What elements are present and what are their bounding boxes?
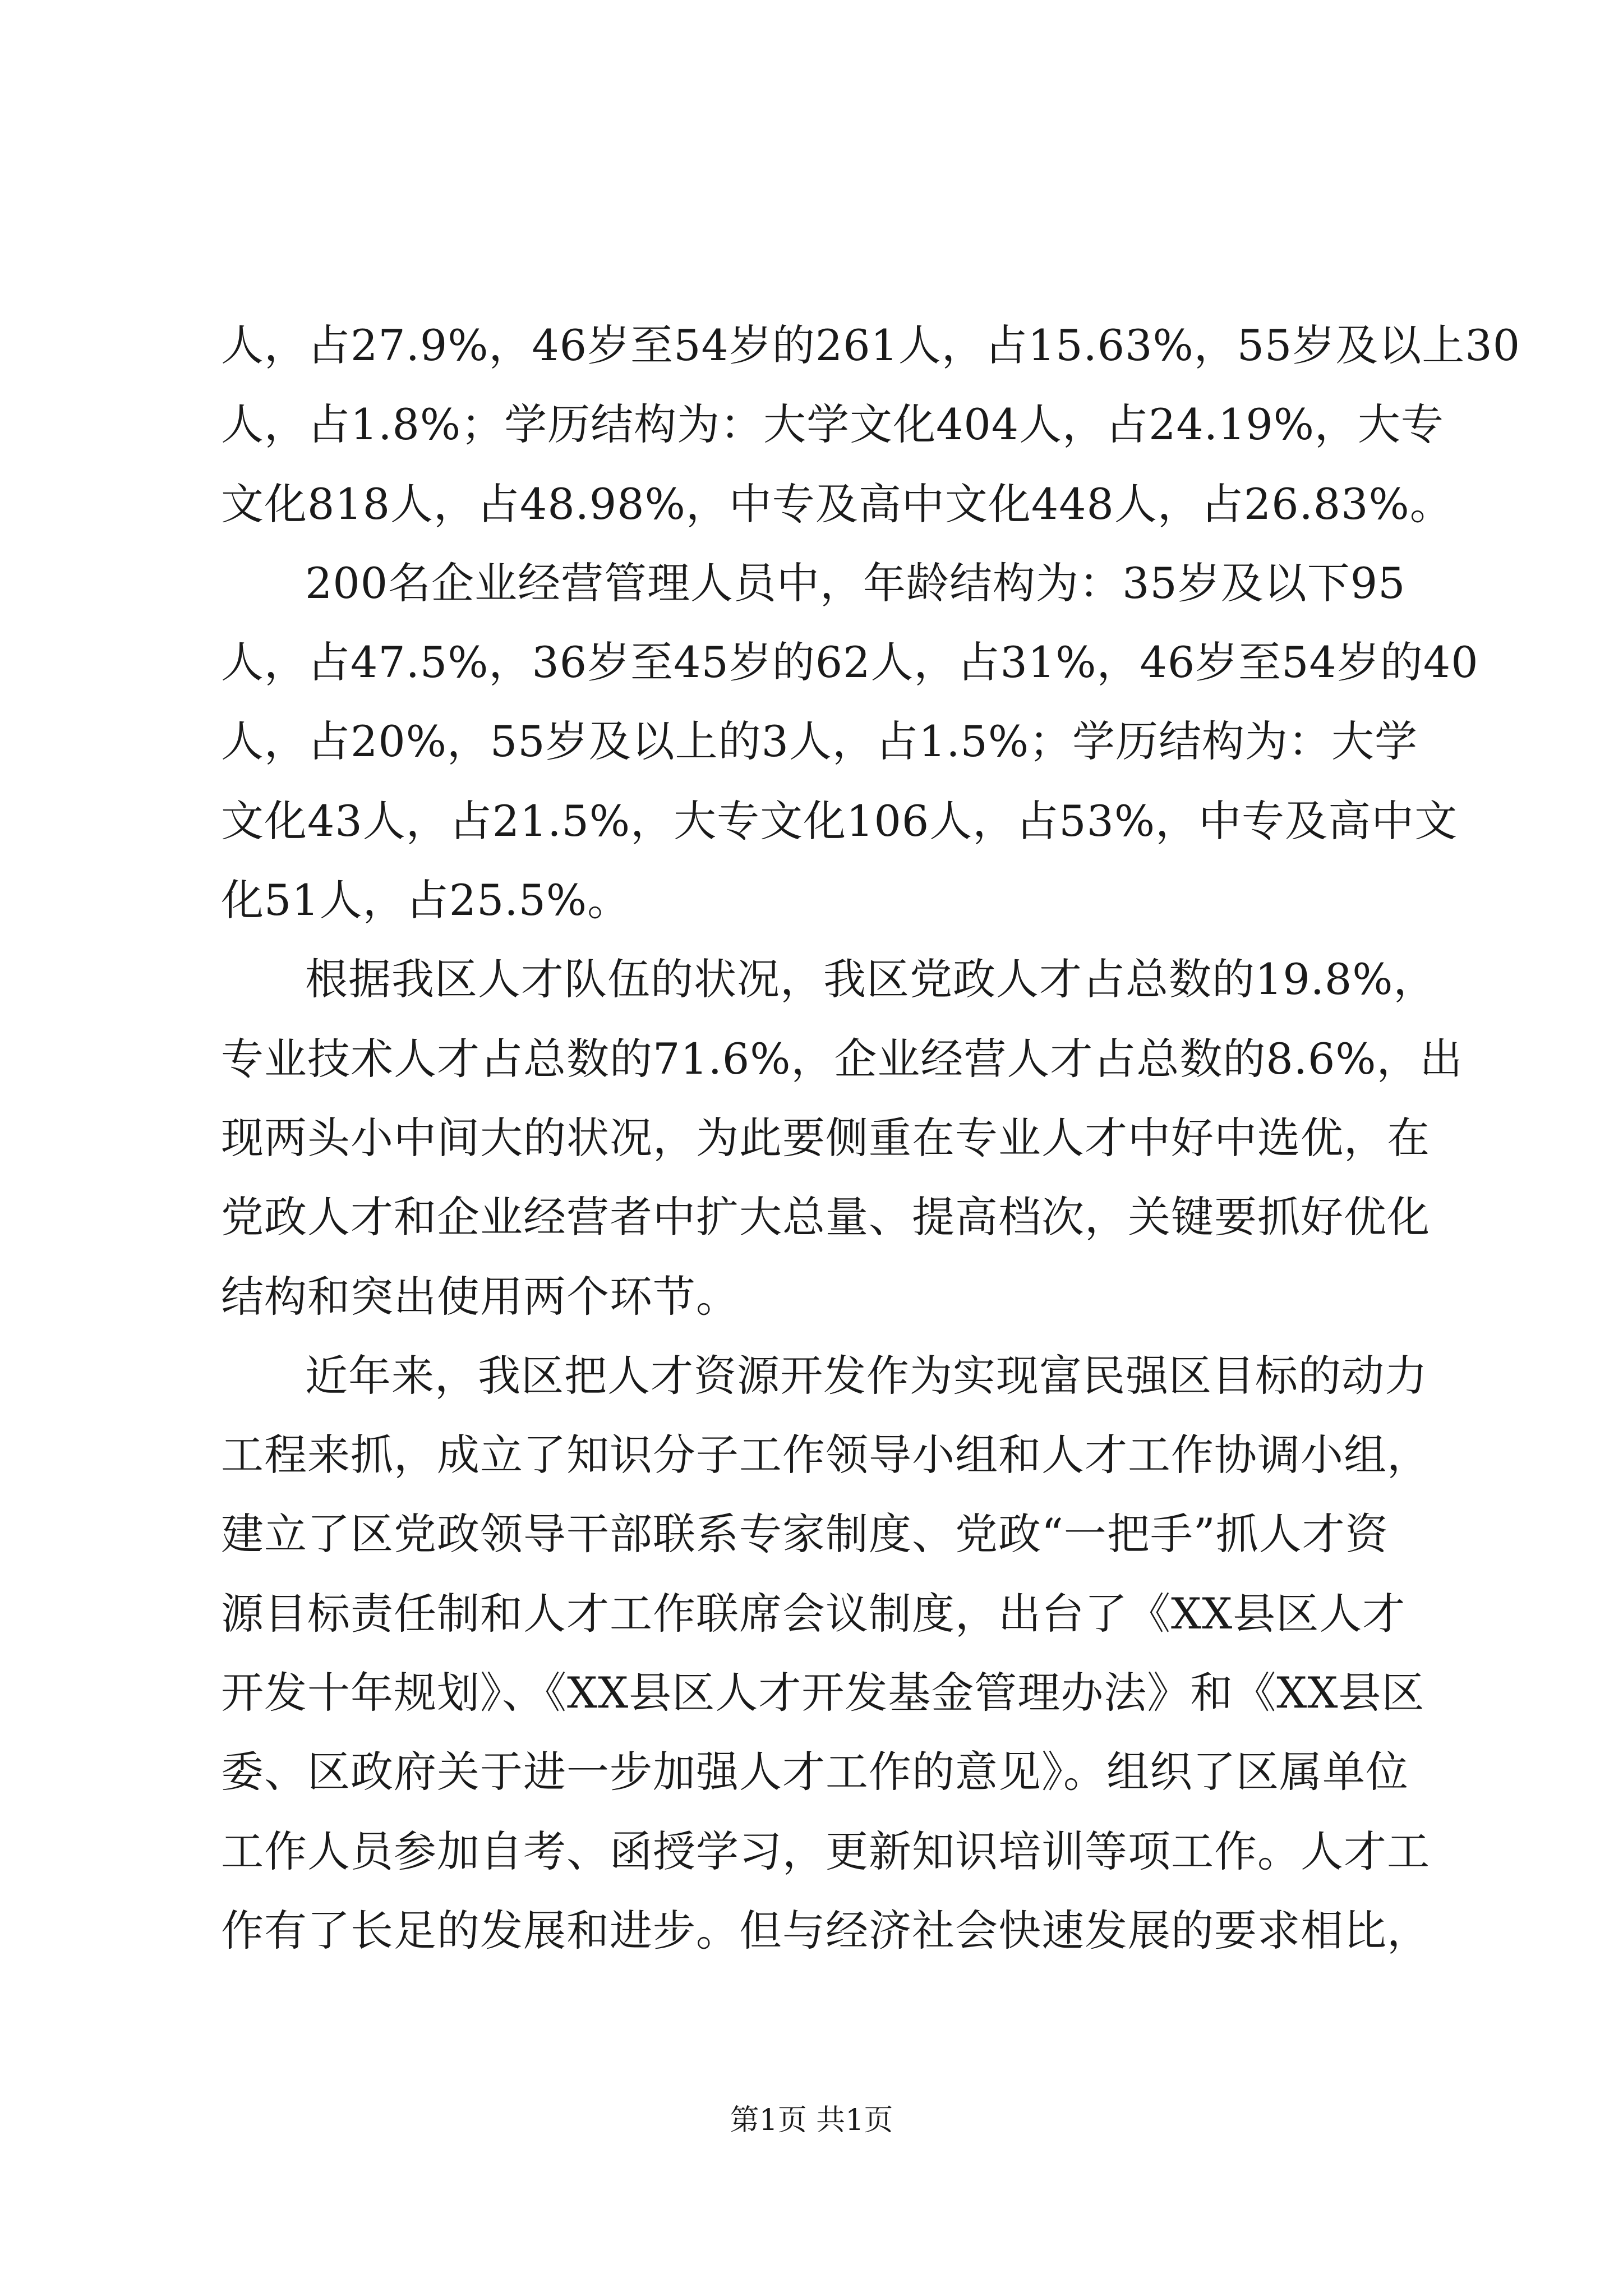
text-line: 化51人，占25.5%。 bbox=[221, 875, 631, 926]
page-footer bbox=[0, 2098, 1623, 2143]
paragraph-start-line: 近年来，我区把人才资源开发作为实现富民强区目标的动力 bbox=[305, 1350, 1428, 1401]
text-line: 作有了长足的发展和进步。但与经济社会快速发展的要求相比， bbox=[221, 1905, 1430, 1955]
text-line: 党政人才和企业经营者中扩大总量、提高档次，关键要抓好优化 bbox=[221, 1192, 1430, 1243]
text-line: 文化43人，占21.5%，大专文化106人，占53%，中专及高中文 bbox=[221, 795, 1458, 846]
text-line: 源目标责任制和人才工作联席会议制度，出台了《XX县区人才 bbox=[221, 1588, 1406, 1639]
document-body bbox=[221, 306, 1521, 1970]
text-line: 委、区政府关于进一步加强人才工作的意见》。组织了区属单位 bbox=[221, 1747, 1409, 1797]
text-line: 现两头小中间大的状况，为此要侧重在专业人才中好中选优，在 bbox=[221, 1112, 1430, 1163]
text-line: 人，占1.8%；学历结构为：大学文化404人，占24.19%，大专 bbox=[221, 399, 1444, 450]
paragraph-start-line: 根据我区人才队伍的状况，我区党政人才占总数的19.8%， bbox=[305, 954, 1437, 1005]
text-line: 建立了区党政领导干部联系专家制度、党政“一把手”抓人才资 bbox=[221, 1509, 1389, 1559]
text-line: 文化818人，占48.98%，中专及高中文化448人，占26.83%。 bbox=[221, 478, 1453, 529]
text-line: 人，占47.5%，36岁至45岁的62人，占31%，46岁至54岁的40 bbox=[221, 637, 1479, 688]
text-line: 人，占27.9%，46岁至54岁的261人，占15.63%，55岁及以上30 bbox=[221, 320, 1521, 370]
paragraph-start-line: 200名企业经营管理人员中，年龄结构为：35岁及以下95 bbox=[305, 558, 1406, 608]
text-line: 结构和突出使用两个环节。 bbox=[221, 1271, 739, 1322]
text-line: 人，占20%，55岁及以上的3人，占1.5%；学历结构为：大学 bbox=[221, 716, 1418, 767]
page-number-label: 第1页 共1页 bbox=[730, 2104, 893, 2137]
text-line: 工作人员参加自考、函授学习，更新知识培训等项工作。人才工 bbox=[221, 1826, 1430, 1876]
text-line: 工程来抓，成立了知识分子工作领导小组和人才工作协调小组， bbox=[221, 1430, 1430, 1480]
text-line: 专业技术人才占总数的71.6%，企业经营人才占总数的8.6%，出 bbox=[221, 1033, 1463, 1084]
text-line: 开发十年规划》、《XX县区人才开发基金管理办法》和《XX县区 bbox=[221, 1668, 1425, 1718]
